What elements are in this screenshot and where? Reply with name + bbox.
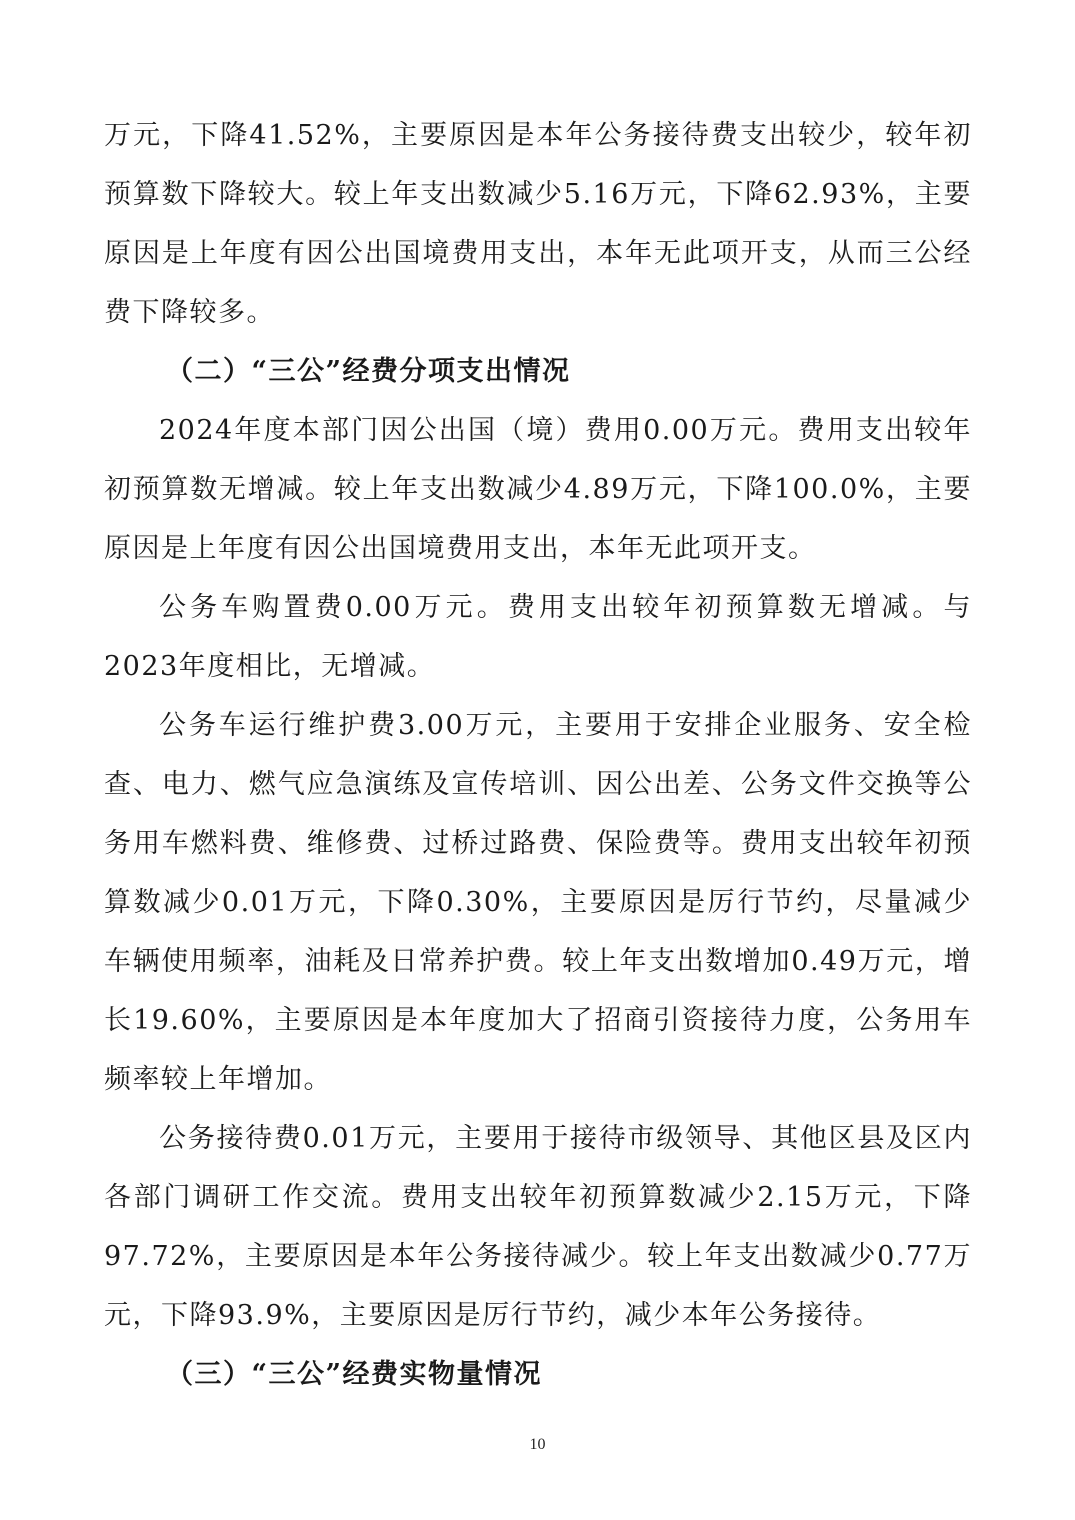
page-number: 10 <box>529 1436 546 1453</box>
document-body <box>104 106 972 1404</box>
paragraph-summary-continued: 万元，下降41.52%，主要原因是本年公务接待费支出较少，较年初预算数下降较大。较上年支出数减少5.16万元，下降62.93%，主要原因是上年度有因公出国境费用支出，本年无此项开支，从而三公经费下降较多。 <box>104 120 972 328</box>
paragraph-vehicle-purchase: 公务车购置费0.00万元。费用支出较年初预算数无增减。与2023年度相比，无增减。 <box>104 592 972 682</box>
paragraph-official-reception: 公务接待费0.01万元，主要用于接待市级领导、其他区县及区内各部门调研工作交流。费用支出较年初预算数减少2.15万元，下降97.72%，主要原因是本年公务接待减少。较上年支出数减少0.77万元，下降93.9%，主要原因是厉行节约，减少本年公务接待。 <box>104 1123 972 1331</box>
section-heading-physical-quantities: （三）“三公”经费实物量情况 <box>166 1359 543 1390</box>
paragraph-overseas-travel: 2024年度本部门因公出国（境）费用0.00万元。费用支出较年初预算数无增减。较上年支出数减少4.89万元，下降100.0%，主要原因是上年度有因公出国境费用支出，本年无此项开支。 <box>104 415 972 564</box>
section-heading-itemized-expenses: （二）“三公”经费分项支出情况 <box>166 356 571 387</box>
paragraph-vehicle-operation: 公务车运行维护费3.00万元，主要用于安排企业服务、安全检查、电力、燃气应急演练及宣传培训、因公出差、公务文件交换等公务用车燃料费、维修费、过桥过路费、保险费等。费用支出较年初预算数减少0.01万元，下降0.30%，主要原因是厉行节约，尽量减少车辆使用频率，油耗及日常养护费。较上年支出数增加0.49万元，增长19.60%，主要原因是本年度加大了招商引资接待力度，公务用车频率较上年增加。 <box>104 710 972 1095</box>
